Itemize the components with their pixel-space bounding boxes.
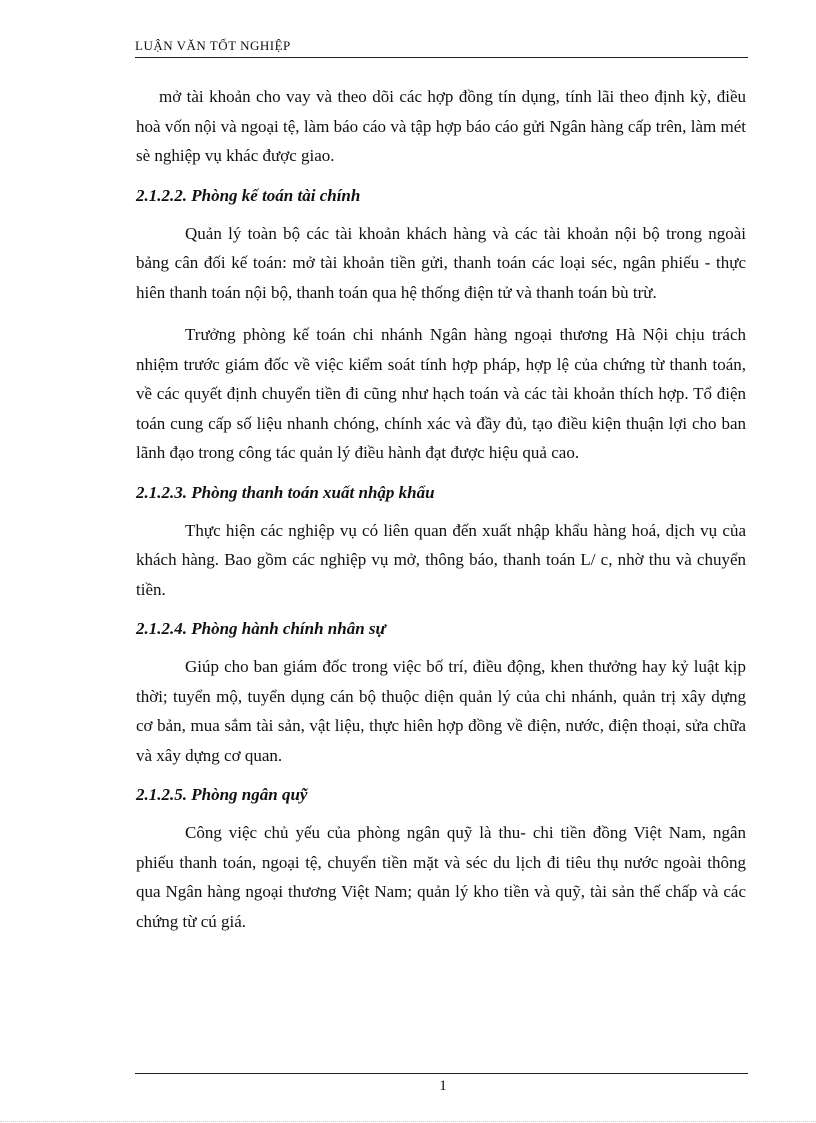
page-edge-dotted-line [0, 1121, 816, 1122]
paragraph: Giúp cho ban giám đốc trong việc bố trí, điều động, khen thưởng hay kỷ luật kịp thời; tuyển mộ, tuyển dụng cán bộ thuộc diện quản lý của chi nhánh, quản trị xây dựng cơ bản, mua sắm tài sản, vật liệu, thực hiên hợp đồng về điện, nước, điện thoại, sửa chữa và xây dựng cơ quan. [136, 657, 746, 765]
page-number-container [0, 1078, 816, 1095]
page-number: 1 [439, 1078, 447, 1094]
section-heading-ke-toan: 2.1.2.2. Phòng kế toán tài chính [136, 185, 361, 205]
section-heading-ngan-quy: 2.1.2.5. Phòng ngân quỹ [136, 785, 308, 804]
document-body [136, 82, 746, 949]
section-heading-hanh-chinh: 2.1.2.4. Phòng hành chính nhân sự [136, 619, 386, 638]
paragraph: Quản lý toàn bộ các tài khoản khách hàng và các tài khoản nội bộ trong ngoài bảng cân đối kế toán: mở tài khoản tiền gửi, thanh toán các loại séc, ngân phiếu - thực hiên thanh toán nội bộ, thanh toán qua hệ thống điện tử và thanh toán bù trừ. [136, 223, 746, 302]
intro-paragraph: mở tài khoản cho vay và theo dõi các hợp đồng tín dụng, tính lãi theo định kỳ, điều hoà vốn nội và ngoại tệ, làm báo cáo và tập hợp báo cáo gửi Ngân hàng cấp trên, làm mét sè nghiệp vụ khác được giao. [136, 87, 746, 165]
paragraph: Thực hiện các nghiệp vụ có liên quan đến xuất nhập khẩu hàng hoá, dịch vụ của khách hàng. Bao gồm các nghiệp vụ mở, thông báo, thanh toán L/ c, nhờ thu và chuyển tiền. [136, 520, 746, 599]
header-divider [135, 57, 748, 58]
paragraph: Trưởng phòng kế toán chi nhánh Ngân hàng ngoại thương Hà Nội chịu trách nhiệm trước giám đốc về việc kiểm soát tính hợp pháp, hợp lệ của chứng từ thanh toán, về các quyết định chuyển tiền đi cũng như hạch toán và các tài khoản thích hợp. Tổ điện toán cung cấp số liệu nhanh chóng, chính xác và đầy đủ, tạo điều kiện thuận lợi cho ban lãnh đạo trong công tác quản lý điều hành đạt được hiệu quả cao. [136, 325, 746, 462]
section-heading-thanh-toan-xnk: 2.1.2.3. Phòng thanh toán xuất nhập khẩu [136, 482, 435, 502]
footer-divider [135, 1073, 748, 1074]
running-header: LUẬN VĂN TỐT NGHIỆP [135, 38, 291, 53]
paragraph: Công việc chủ yếu của phòng ngân quỹ là thu- chi tiền đồng Việt Nam, ngân phiếu thanh toán, ngoại tệ, chuyển tiền mặt và séc du lịch đi tiêu thụ nước ngoài thông qua Ngân hàng ngoại thương Việt Nam; quản lý kho tiền và quỹ, tài sản thế chấp và các chứng từ cú giá. [136, 823, 746, 931]
